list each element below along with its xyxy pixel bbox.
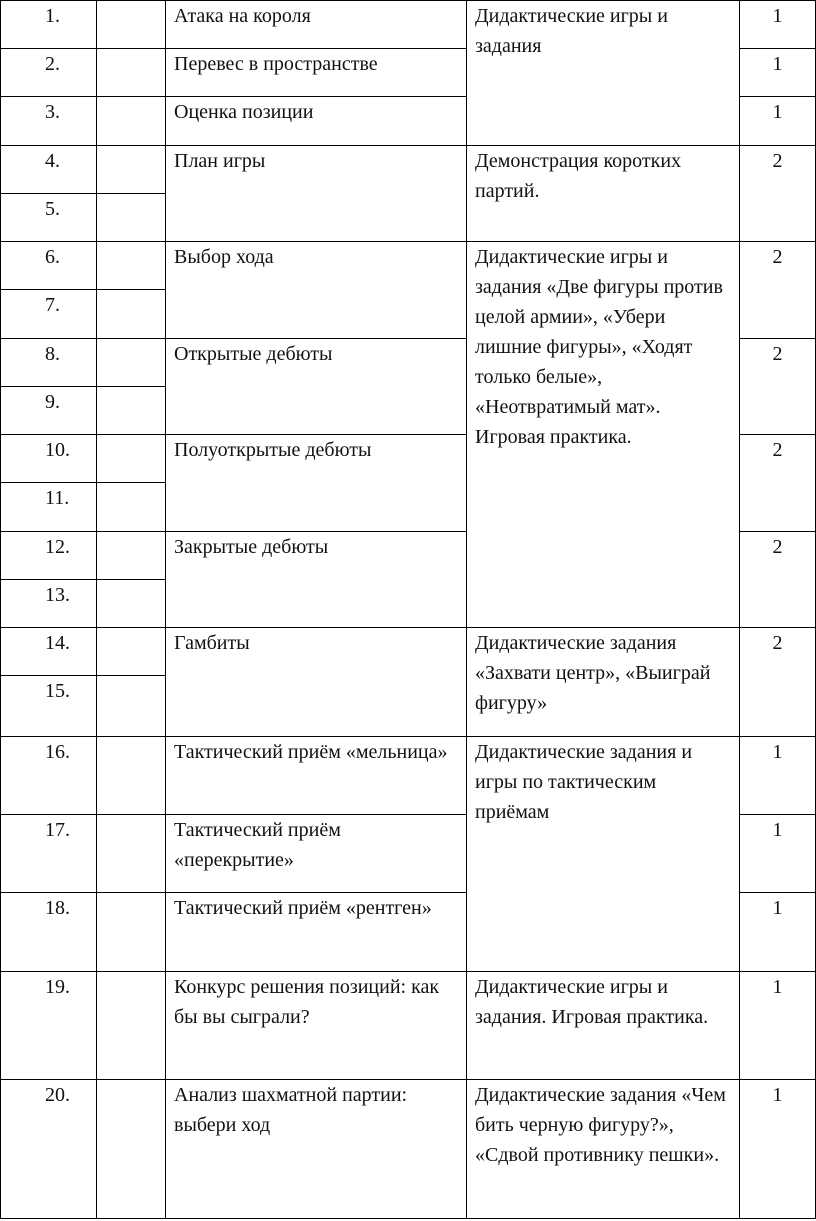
blank-cell bbox=[97, 194, 166, 242]
method-cell: Дидактические игры и задания. Игровая практика. bbox=[467, 972, 740, 1080]
row-number: 14. bbox=[1, 628, 97, 676]
table-row bbox=[1, 1080, 816, 1219]
row-number: 17. bbox=[1, 815, 97, 893]
topic-cell: План игры bbox=[166, 146, 467, 242]
topic-cell: Анализ шахматной партии: выбери ход bbox=[166, 1080, 467, 1219]
hours-cell: 1 bbox=[740, 972, 816, 1080]
row-number: 8. bbox=[1, 339, 97, 387]
row-number: 13. bbox=[1, 580, 97, 628]
topic-cell: Тактический приём «рентген» bbox=[166, 893, 467, 972]
hours-cell: 2 bbox=[740, 532, 816, 628]
row-number: 16. bbox=[1, 737, 97, 815]
blank-cell bbox=[97, 893, 166, 972]
method-cell: Дидактические игры и задания «Две фигуры против целой армии», «Убери лишние фигуры», «Ходят только белые», «Неотвратимый мат». Игровая практика. bbox=[467, 242, 740, 628]
table-row bbox=[1, 146, 816, 194]
method-cell: Дидактические задания и игры по тактическим приёмам bbox=[467, 737, 740, 972]
blank-cell bbox=[97, 628, 166, 676]
row-number: 10. bbox=[1, 435, 97, 483]
topic-cell: Перевес в пространстве bbox=[166, 49, 467, 97]
blank-cell bbox=[97, 49, 166, 97]
topic-cell: Закрытые дебюты bbox=[166, 532, 467, 628]
table-row bbox=[1, 242, 816, 290]
hours-cell: 2 bbox=[740, 628, 816, 737]
blank-cell bbox=[97, 1, 166, 49]
blank-cell bbox=[97, 387, 166, 435]
hours-cell: 1 bbox=[740, 97, 816, 146]
hours-cell: 1 bbox=[740, 815, 816, 893]
blank-cell bbox=[97, 676, 166, 737]
blank-cell bbox=[97, 1080, 166, 1219]
blank-cell bbox=[97, 532, 166, 580]
hours-cell: 1 bbox=[740, 1080, 816, 1219]
row-number: 7. bbox=[1, 290, 97, 339]
table-row bbox=[1, 972, 816, 1080]
row-number: 9. bbox=[1, 387, 97, 435]
hours-cell: 1 bbox=[740, 49, 816, 97]
topic-cell: Открытые дебюты bbox=[166, 339, 467, 435]
row-number: 12. bbox=[1, 532, 97, 580]
method-cell: Демонстрация коротких партий. bbox=[467, 146, 740, 242]
method-cell: Дидактические игры и задания bbox=[467, 1, 740, 146]
topic-cell: Выбор хода bbox=[166, 242, 467, 339]
blank-cell bbox=[97, 580, 166, 628]
hours-cell: 1 bbox=[740, 737, 816, 815]
row-number: 19. bbox=[1, 972, 97, 1080]
blank-cell bbox=[97, 972, 166, 1080]
blank-cell bbox=[97, 435, 166, 483]
row-number: 4. bbox=[1, 146, 97, 194]
topic-cell: Полуоткрытые дебюты bbox=[166, 435, 467, 532]
blank-cell bbox=[97, 339, 166, 387]
method-cell: Дидактические задания «Захвати центр», «Выиграй фигуру» bbox=[467, 628, 740, 737]
row-number: 2. bbox=[1, 49, 97, 97]
method-cell: Дидактические задания «Чем бить черную фигуру?», «Сдвой противнику пешки». bbox=[467, 1080, 740, 1219]
blank-cell bbox=[97, 483, 166, 532]
hours-cell: 1 bbox=[740, 893, 816, 972]
hours-cell: 2 bbox=[740, 146, 816, 242]
table-row bbox=[1, 628, 816, 676]
row-number: 3. bbox=[1, 97, 97, 146]
topic-cell: Конкурс решения позиций: как бы вы сыграли? bbox=[166, 972, 467, 1080]
row-number: 6. bbox=[1, 242, 97, 290]
hours-cell: 2 bbox=[740, 435, 816, 532]
topic-cell: Оценка позиции bbox=[166, 97, 467, 146]
blank-cell bbox=[97, 146, 166, 194]
row-number: 11. bbox=[1, 483, 97, 532]
row-number: 20. bbox=[1, 1080, 97, 1219]
hours-cell: 1 bbox=[740, 1, 816, 49]
row-number: 15. bbox=[1, 676, 97, 737]
topic-cell: Гамбиты bbox=[166, 628, 467, 737]
topic-cell: Тактический приём «перекрытие» bbox=[166, 815, 467, 893]
topic-cell: Тактический приём «мельница» bbox=[166, 737, 467, 815]
row-number: 1. bbox=[1, 1, 97, 49]
blank-cell bbox=[97, 242, 166, 290]
blank-cell bbox=[97, 737, 166, 815]
topic-cell: Атака на короля bbox=[166, 1, 467, 49]
table-row bbox=[1, 1, 816, 49]
row-number: 5. bbox=[1, 194, 97, 242]
row-number: 18. bbox=[1, 893, 97, 972]
blank-cell bbox=[97, 97, 166, 146]
hours-cell: 2 bbox=[740, 242, 816, 339]
blank-cell bbox=[97, 815, 166, 893]
hours-cell: 2 bbox=[740, 339, 816, 435]
table-row bbox=[1, 737, 816, 815]
blank-cell bbox=[97, 290, 166, 339]
